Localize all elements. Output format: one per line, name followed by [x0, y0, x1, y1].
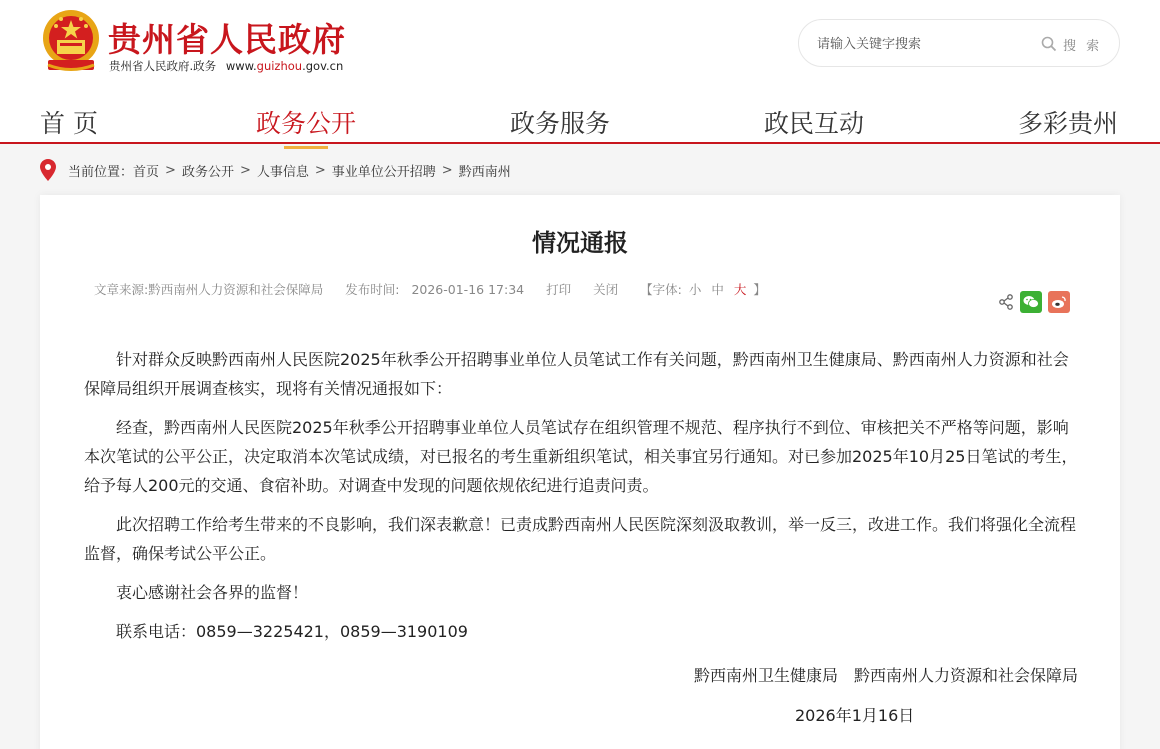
- article-body: [84, 345, 1080, 656]
- share-bar: [998, 291, 1070, 313]
- wechat-share-button[interactable]: [1020, 291, 1042, 313]
- breadcrumb-qianxinan[interactable]: 黔西南州: [458, 164, 511, 180]
- font-size-close: 】: [753, 282, 766, 297]
- search-button[interactable]: [1041, 32, 1107, 56]
- nav-item-colorful-guizhou[interactable]: 多彩贵州: [1018, 109, 1119, 138]
- article-meta: [94, 280, 766, 298]
- article-container: [40, 195, 1120, 749]
- article-paragraph: 经查，黔西南州人民医院2025年秋季公开招聘事业单位人员笔试存在组织管理不规范、程序执行不到位、审核把关不严格等问题，影响本次笔试的公平公正，决定取消本次笔试成绩，对已报名的考生重新组织笔试，相关事宜另行通知。对已参加2025年10月25日笔试的考生，给予每人200元的交通、食宿补助。对调查中发现的问题依规依纪进行追责问责。: [84, 418, 1078, 495]
- time-value: 2026-01-16 17:34: [411, 281, 525, 297]
- breadcrumb-separator: >: [165, 162, 176, 178]
- breadcrumb-label: 当前位置：: [68, 164, 134, 180]
- national-emblem-icon: [40, 8, 102, 76]
- font-size-small[interactable]: 小: [688, 282, 702, 297]
- article-paragraph-contact: 联系电话：0859—3225421，0859—3190109: [116, 622, 468, 641]
- site-title: 贵州省人民政府: [108, 20, 346, 59]
- search-icon: [1041, 36, 1057, 52]
- article-date: 2026年1月16日: [795, 706, 915, 725]
- source-value: 黔西南州人力资源和社会保障局: [148, 282, 324, 297]
- search-box: [798, 19, 1120, 67]
- site-url-prefix: www.: [225, 59, 257, 73]
- site-header: [0, 0, 1160, 144]
- time-label: 发布时间:: [345, 282, 400, 297]
- article-paragraph: 衷心感谢社会各界的监督！: [116, 583, 309, 602]
- nav-item-interaction[interactable]: 政民互动: [764, 109, 865, 138]
- site-subtitle-text: 贵州省人民政府.政务: [109, 59, 217, 73]
- site-url[interactable]: [226, 59, 343, 73]
- breadcrumb-separator: >: [441, 162, 453, 178]
- weibo-icon: [1051, 295, 1067, 309]
- font-size-large[interactable]: 大: [733, 282, 747, 297]
- site-subtitle: [109, 58, 343, 74]
- font-size-open: 【字体:: [640, 282, 682, 297]
- article-signature: 黔西南州卫生健康局 黔西南州人力资源和社会保障局: [693, 666, 1078, 685]
- breadcrumb: [40, 158, 511, 182]
- weibo-share-button[interactable]: [1048, 291, 1070, 313]
- breadcrumb-separator: >: [314, 162, 326, 178]
- site-url-domain: guizhou: [256, 59, 303, 73]
- search-input[interactable]: [817, 32, 1017, 56]
- close-link[interactable]: 关闭: [593, 282, 619, 297]
- article-paragraph: 针对群众反映黔西南州人民医院2025年秋季公开招聘事业单位人员笔试工作有关问题，黔西南州卫生健康局、黔西南州人力资源和社会保障局组织开展调查核实，现将有关情况通报如下：: [84, 350, 1069, 398]
- location-pin-icon: [40, 159, 56, 181]
- nav-item-gov-affairs-open[interactable]: 政务公开: [256, 104, 356, 140]
- main-nav: [0, 100, 1160, 144]
- breadcrumb-personnel-info[interactable]: 人事信息: [256, 164, 309, 180]
- article-paragraph: 此次招聘工作给考生带来的不良影响，我们深表歉意！已责成黔西南州人民医院深刻汲取教训，举一反三，改进工作。我们将强化全流程监督，确保考试公平公正。: [84, 515, 1077, 563]
- font-size-medium[interactable]: 中: [711, 282, 724, 297]
- nav-item-home[interactable]: 首 页: [40, 109, 98, 138]
- breadcrumb-separator: >: [239, 162, 251, 178]
- breadcrumb-public-recruitment[interactable]: 事业单位公开招聘: [331, 164, 436, 180]
- search-button-label: 搜 索: [1063, 38, 1103, 54]
- source-label: 文章来源:: [94, 282, 149, 297]
- article-title: 情况通报: [532, 229, 628, 257]
- breadcrumb-home[interactable]: 首页: [133, 164, 160, 180]
- print-link[interactable]: 打印: [546, 282, 572, 297]
- nav-item-gov-services[interactable]: 政务服务: [510, 109, 611, 138]
- site-url-suffix: .gov.cn: [302, 59, 344, 73]
- wechat-icon: [1023, 295, 1039, 309]
- breadcrumb-gov-affairs-open[interactable]: 政务公开: [181, 164, 234, 180]
- share-icon[interactable]: [998, 294, 1014, 310]
- font-size-switcher: [640, 280, 766, 298]
